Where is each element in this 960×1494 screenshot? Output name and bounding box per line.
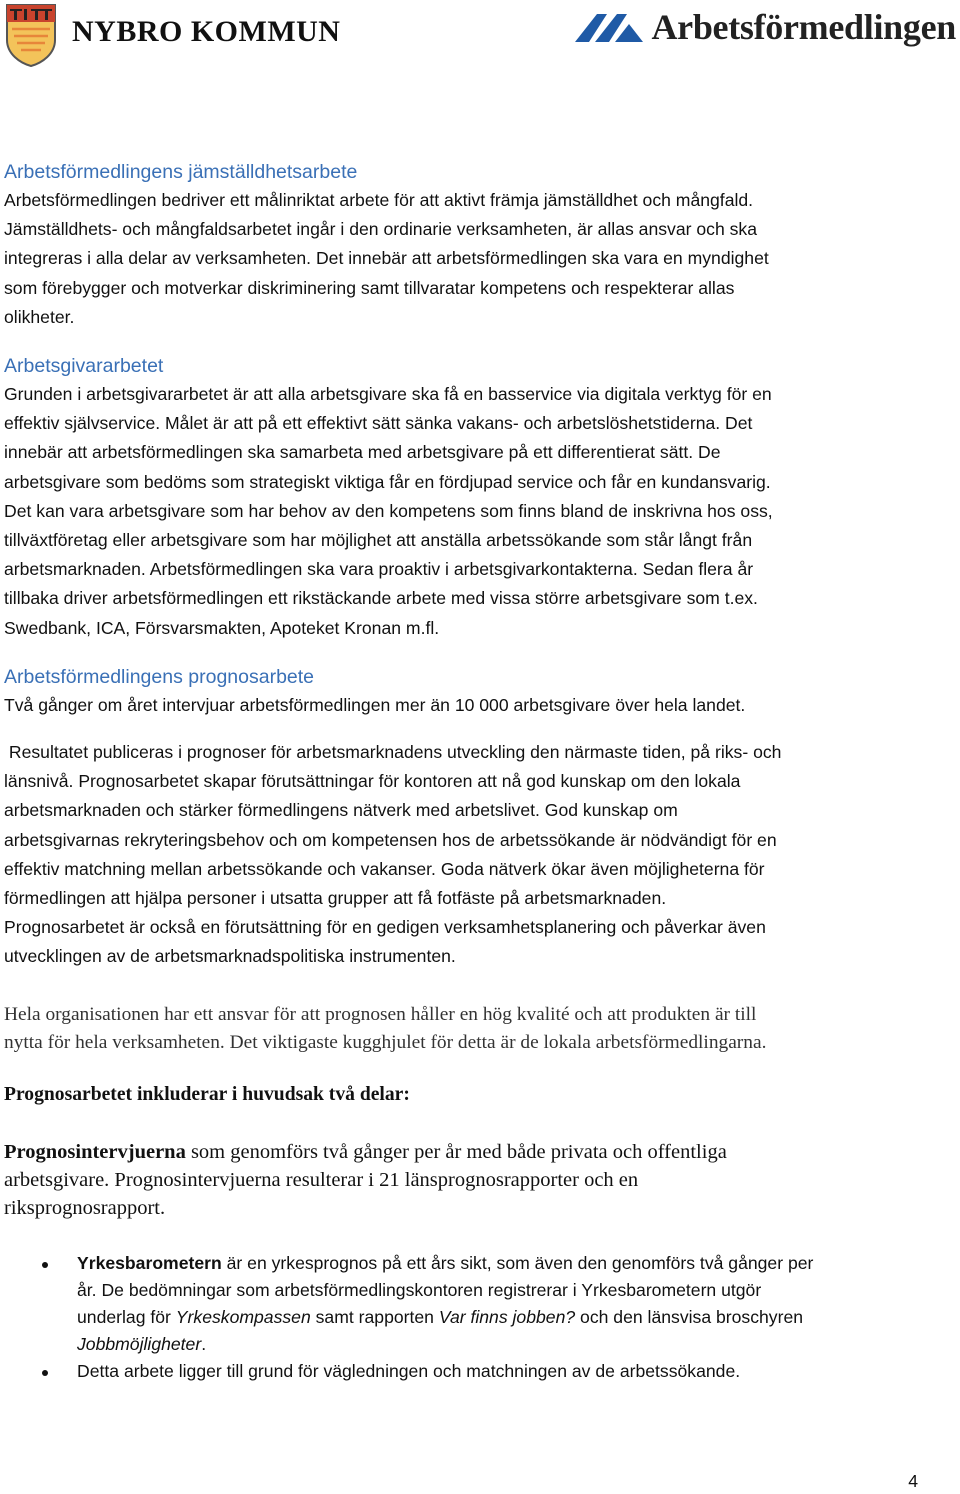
bullet-icon: [42, 1370, 48, 1376]
text-line: arbetsmarknaden. Arbetsförmedlingen ska vara proaktiv i arbetsgivarkontakterna. Sedan flera år: [4, 559, 754, 580]
section-prognosarbete: [4, 663, 745, 720]
text-span: år. De bedömningar som arbetsförmedlingskontoren registrerar i Yrkesbarometern utgör: [77, 1280, 762, 1300]
text-line: Prognosarbetet är också en förutsättning för en gedigen verksamhetsplanering och påverkar även: [4, 917, 766, 938]
text-line: Arbetsförmedlingen bedriver ett målinriktat arbete för att aktivt främja jämställdhet och mångfald.: [4, 190, 754, 210]
section-jamstalldhet: [4, 158, 769, 332]
prognosintervjuer-paragraph: [4, 1138, 727, 1222]
nybro-kommun-logo: [4, 2, 340, 68]
italic-term: Var finns jobben?: [438, 1307, 576, 1327]
text-line: tillbaka driver arbetsförmedlingen ett rikstäckande arbete med vissa större arbetsgivare som t.ex.: [4, 588, 758, 609]
text-span: är en yrkesprognos på ett års sikt, som även den genomförs två gånger per: [221, 1253, 814, 1273]
text-line: Hela organisationen har ett ansvar för att prognosen håller en hög kvalité och att produkten är till: [4, 1004, 757, 1025]
text-span: som genomförs två gånger per år med både privata och offentliga: [185, 1141, 727, 1163]
text-line: länsnivå. Prognosarbetet skapar förutsättningar för kontoren att nå god kunskap om den lokala: [4, 771, 741, 792]
text-span: .: [201, 1334, 207, 1354]
prognos-paragraph: [4, 738, 781, 972]
text-line: riksprognosrapport.: [4, 1197, 166, 1219]
text-line: tillväxtföretag eller arbetsgivare som har möjlighet att anställa arbetssökande som står långt från: [4, 530, 753, 551]
list-item: [4, 1250, 924, 1358]
serif-paragraph: [4, 1001, 766, 1056]
text-span: Detta arbete ligger till grund för vägledningen och matchningen av de arbetssökande.: [77, 1361, 741, 1381]
page-header: [0, 0, 960, 80]
text-line: Två gånger om året intervjuar arbetsförmedlingen mer än 10 000 arbetsgivare över hela landet.: [4, 695, 746, 715]
text-line: effektiv matchning mellan arbetssökande och vakanser. Goda nätverk ökar även möjligheterna för: [4, 858, 765, 879]
text-line: förmedlingen att hjälpa personer i utsatta grupper att få fotfäste på arbetsmarknaden.: [4, 888, 667, 909]
text-line: innebär att arbetsförmedlingen ska samarbeta med arbetsgivare på ett differentierat sätt. De: [4, 442, 721, 463]
serif-heading: Prognosarbetet inkluderar i huvudsak två delar:: [4, 1084, 410, 1105]
text-line: arbetsmarknaden och stärker förmedlingens nätverk med arbetslivet. God kunskap om: [4, 800, 678, 821]
section-title: Arbetsgivararbetet: [4, 355, 164, 377]
page-number: 4: [908, 1471, 918, 1491]
arbetsformedlingen-mark-icon: [575, 8, 645, 48]
text-line: som förebygger och motverkar diskriminering samt tillvaratar kompetens och respekterar allas: [4, 277, 735, 298]
list-item: [4, 1358, 924, 1385]
text-span: och den länsvisa broschyren: [575, 1307, 804, 1327]
section-title: Arbetsförmedlingens jämställdhetsarbete: [4, 161, 358, 183]
text-line: arbetsgivarnas rekryteringsbehov och om kompetensen hos de arbetssökande är nödvändigt för en: [4, 829, 777, 850]
arbetsformedlingen-logo: [575, 8, 956, 48]
italic-term: Jobbmöjligheter: [77, 1334, 202, 1354]
italic-term: Yrkeskompassen: [175, 1307, 311, 1327]
text-line: Resultatet publiceras i prognoser för arbetsmarknadens utveckling den närmaste tiden, på riks- och: [4, 742, 782, 762]
text-line: olikheter.: [4, 306, 75, 327]
text-line: Grunden i arbetsgivararbetet är att alla arbetsgivare ska få en basservice via digitala verktyg för en: [4, 384, 772, 404]
text-line: integreras i alla delar av verksamheten. Det innebär att arbetsförmedlingen ska vara en myndighet: [4, 248, 769, 269]
section-title: Arbetsförmedlingens prognosarbete: [4, 666, 315, 688]
text-line: nytta för hela verksamheten. Det viktigaste kugghjulet för detta är de lokala arbetsförmedlingarna.: [4, 1031, 767, 1053]
text-line: utvecklingen av de arbetsmarknadspolitiska instrumenten.: [4, 946, 456, 967]
arbetsformedlingen-wordmark: Arbetsförmedlingen: [651, 7, 956, 47]
bold-term: Prognosintervjuerna: [4, 1141, 186, 1163]
text-line: Swedbank, ICA, Försvarsmakten, Apoteket Kronan m.fl.: [4, 617, 440, 638]
nybro-kommun-wordmark: NYBRO KOMMUN: [72, 15, 341, 48]
bullet-icon: [42, 1262, 48, 1268]
text-line: [4, 1138, 727, 1166]
text-line: arbetsgivare. Prognosintervjuerna resulterar i 21 länsprognosrapporter och en: [4, 1169, 639, 1191]
text-span: samt rapporten: [310, 1307, 439, 1327]
nybro-coat-of-arms-icon: [4, 2, 58, 68]
bold-term: Yrkesbarometern: [77, 1253, 222, 1273]
text-line: Jämställdhets- och mångfaldsarbetet ingår i den ordinarie verksamheten, är allas ansvar och ska: [4, 219, 758, 240]
text-line: Det kan vara arbetsgivare som har behov av den kompetens som finns bland de inskrivna hos oss,: [4, 500, 773, 521]
bullet-list: [4, 1250, 924, 1385]
section-arbetsgivararbetet: [4, 352, 773, 643]
text-line: arbetsgivare som bedöms som strategiskt viktiga får en fördjupad service och får en kundansvarig.: [4, 471, 771, 492]
text-span: underlag för: [77, 1307, 176, 1327]
text-line: effektiv självservice. Målet är att på ett effektivt sätt sänka vakans- och arbetslöshetstiderna. Det: [4, 413, 753, 434]
